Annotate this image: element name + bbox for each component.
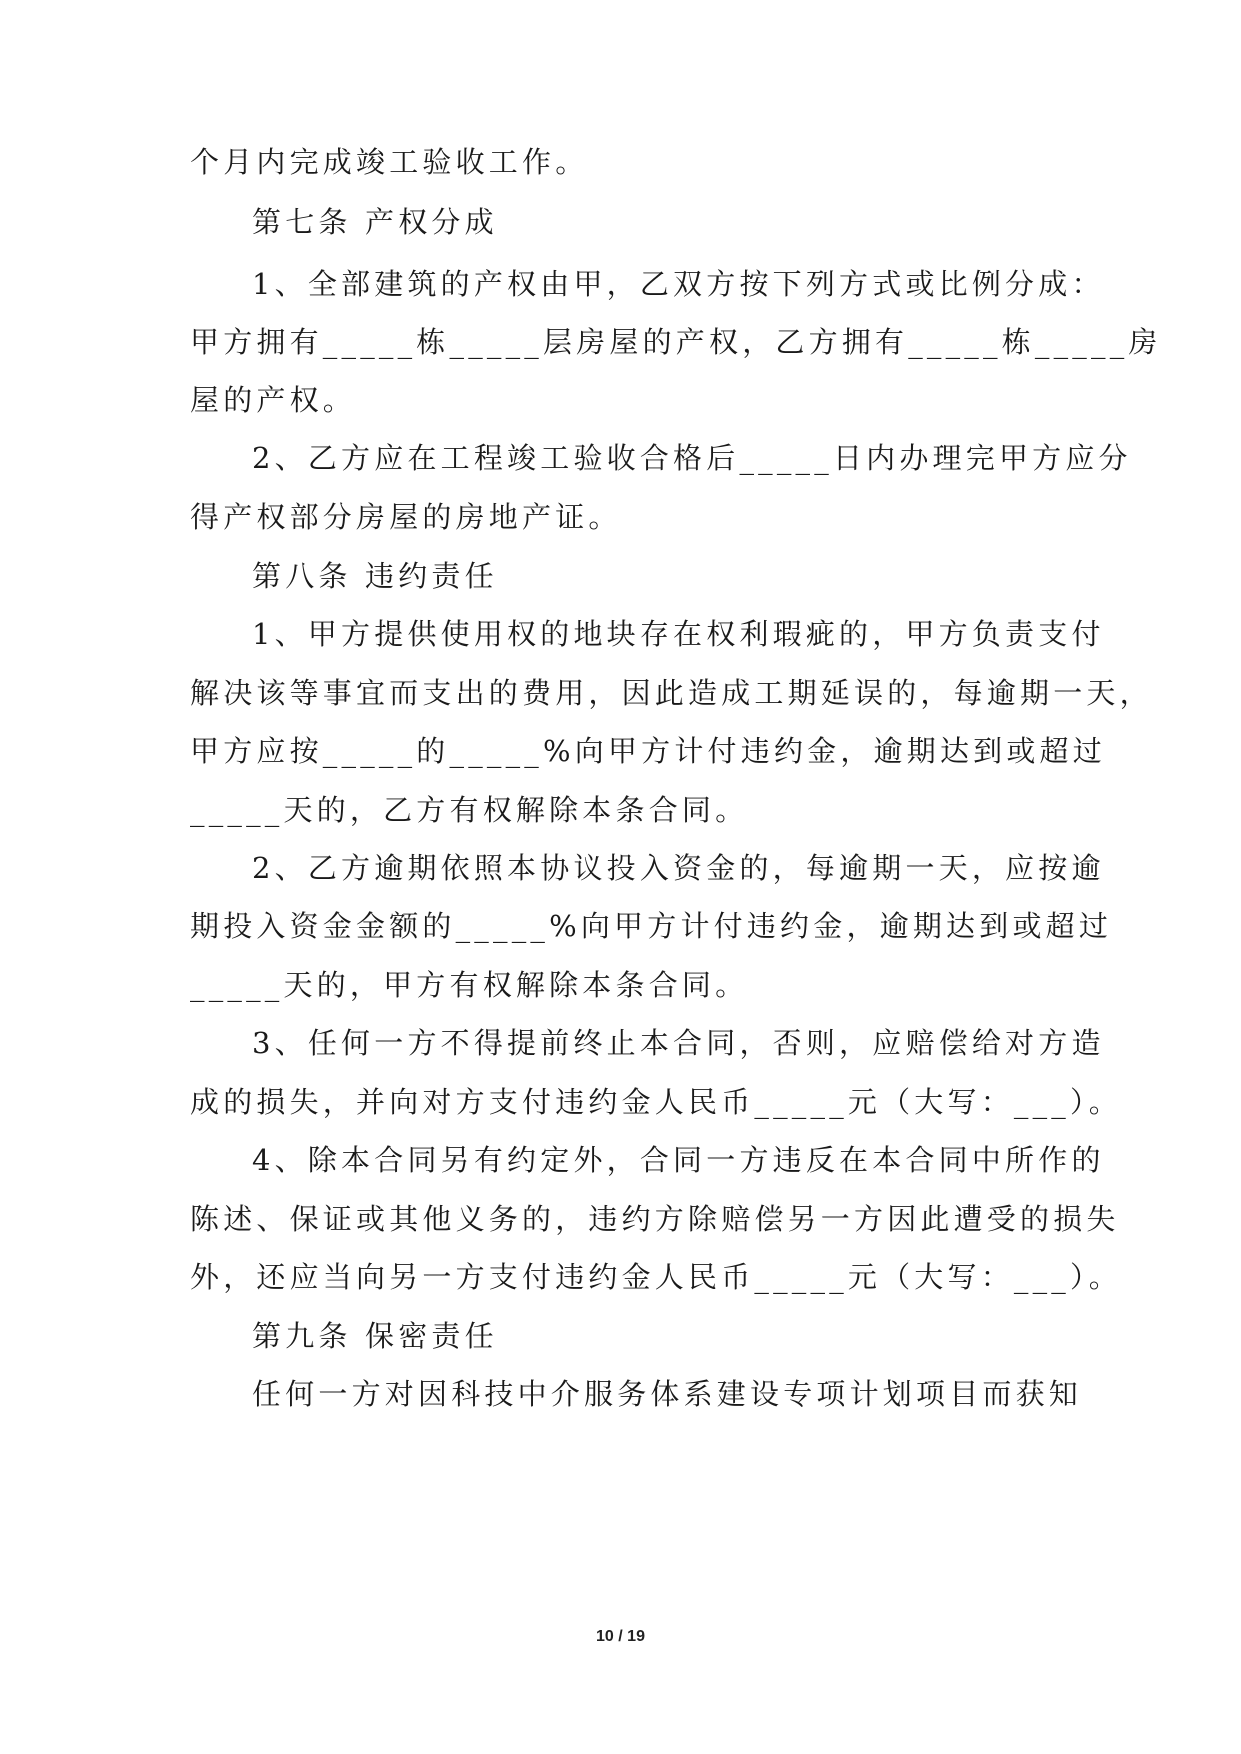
text-line: 个月内完成竣工验收工作。 (190, 145, 589, 179)
text-line: 1、全部建筑的产权由甲，乙双方按下列方式或比例分成： (252, 267, 1105, 301)
text-line: _____天的，甲方有权解除本条合同。 (190, 968, 749, 1002)
page-number: 10 / 19 (596, 1628, 645, 1645)
text-line: 屋的产权。 (190, 383, 357, 417)
text-line: 1、甲方提供使用权的地块存在权利瑕疵的，甲方负责支付 (252, 617, 1105, 651)
text-line: 2、乙方应在工程竣工验收合格后_____日内办理完甲方应分 (252, 441, 1132, 475)
text-line: 期投入资金金额的_____%向甲方计付违约金，逾期达到或超过 (190, 909, 1113, 943)
section-heading-9: 第九条 保密责任 (252, 1319, 498, 1353)
text-line: 2、乙方逾期依照本协议投入资金的，每逾期一天，应按逾 (252, 851, 1105, 885)
text-line: 解决该等事宜而支出的费用，因此造成工期延误的，每逾期一天， (190, 676, 1153, 710)
text-line: 陈述、保证或其他义务的，违约方除赔偿另一方因此遭受的损失 (190, 1202, 1120, 1236)
text-line: 甲方应按_____的_____%向甲方计付违约金，逾期达到或超过 (190, 734, 1106, 768)
section-heading-7: 第七条 产权分成 (252, 205, 498, 239)
text-line: 外，还应当向另一方支付违约金人民币_____元（大写：___）。 (190, 1260, 1122, 1294)
text-line: 甲方拥有_____栋_____层房屋的产权，乙方拥有_____栋_____房 (190, 325, 1162, 359)
text-line: 得产权部分房屋的房地产证。 (190, 500, 622, 534)
text-line: 任何一方对因科技中介服务体系建设专项计划项目而获知 (252, 1377, 1083, 1411)
section-heading-8: 第八条 违约责任 (252, 559, 498, 593)
text-line: _____天的，乙方有权解除本条合同。 (190, 793, 749, 827)
text-line: 成的损失，并向对方支付违约金人民币_____元（大写：___）。 (190, 1085, 1122, 1119)
text-line: 3、任何一方不得提前终止本合同，否则，应赔偿给对方造 (252, 1026, 1105, 1060)
text-line: 4、除本合同另有约定外，合同一方违反在本合同中所作的 (252, 1143, 1105, 1177)
